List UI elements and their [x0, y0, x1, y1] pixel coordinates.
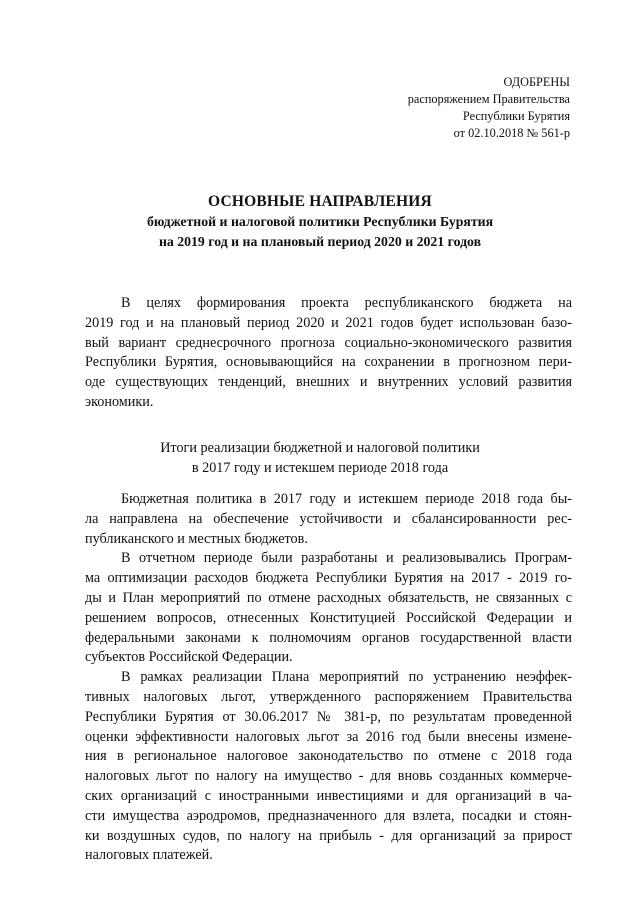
text-line: В рамках реализации Плана мероприятий по устранению неэффек- — [121, 669, 572, 686]
approval-stamp — [408, 74, 570, 142]
approval-authority: распоряжением Правительства — [407, 92, 570, 106]
text-line: оценки эффективности налоговых льгот за 2016 год были внесены измене- — [85, 728, 572, 745]
text-line: ла направлена на обеспечение устойчивости и сбалансированности рес- — [85, 510, 572, 527]
text-line: ки воздушных судов, по налогу на прибыль - для организаций за прирост — [85, 827, 572, 844]
text-line: экономики. — [85, 393, 154, 410]
text-line: тивных налоговых льгот, утвержденного распоряжением Правительства — [85, 688, 572, 705]
text-line: субъектов Российской Федерации. — [85, 649, 293, 666]
text-line: федеральными законами к полномочиям органов государственной власти — [85, 629, 572, 646]
text-line: ма оптимизации расходов бюджета Республики Бурятия на 2017 - 2019 го- — [85, 570, 572, 587]
text-line: 2019 год и на плановый период 2020 и 2021 годов будет использован базо- — [85, 314, 572, 331]
title-subtitle-1: бюджетной и налоговой политики Республики Бурятия — [146, 214, 494, 229]
title-subtitle-2: на 2019 год и на плановый период 2020 и 2021 годов — [158, 234, 482, 249]
approval-republic: Республики Бурятия — [462, 109, 570, 123]
text-line: Бюджетная политика в 2017 году и истекшем периоде 2018 года бы- — [121, 491, 572, 507]
text-line: Республики Бурятия, основывающийся на сохранении в прогнозном пери- — [85, 354, 572, 371]
intro-paragraph — [85, 294, 572, 413]
text-line: налоговых льгот по налогу на имущество - для вновь созданных коммерче- — [85, 768, 572, 785]
section-heading — [0, 438, 640, 478]
approval-date-number: от 02.10.2018 № 561-р — [453, 126, 570, 140]
section-heading-line-1: Итоги реализации бюджетной и налоговой политики — [160, 440, 480, 456]
document-title — [0, 192, 640, 252]
approval-heading: ОДОБРЕНЫ — [503, 75, 570, 89]
text-line: сти имущества аэродромов, предназначенного для взлета, посадки и стоян- — [85, 807, 572, 824]
text-line: В отчетном периоде были разработаны и реализовывались Програм- — [121, 550, 572, 567]
text-line: оде существующих тенденций, внешних и внутренних условий развития — [85, 374, 572, 391]
title-main: ОСНОВНЫЕ НАПРАВЛЕНИЯ — [208, 193, 432, 210]
body-paragraphs — [85, 490, 572, 866]
paragraph-budget-policy — [85, 490, 572, 549]
section-heading-line-2: в 2017 году и истекшем периоде 2018 года — [191, 460, 449, 476]
paragraph-optimization-program — [85, 549, 572, 668]
paragraph-tax-benefits — [85, 668, 572, 866]
text-line: публиканского и местных бюджетов. — [85, 530, 308, 547]
text-line: Республики Бурятия от 30.06.2017 № 381-р, по результатам проведенной — [85, 708, 572, 725]
text-line: ния в региональное налоговое законодательство по отмене с 2018 года — [85, 748, 572, 765]
text-line: решением вопросов, отнесенных Конституцией Российской Федерации и — [85, 609, 572, 626]
text-line: ских организаций с иностранными инвестициями и для организаций в ча- — [85, 787, 572, 804]
text-line: В целях формирования проекта республиканского бюджета на — [121, 295, 572, 311]
text-line: налоговых платежей. — [85, 847, 213, 864]
text-line: ды и План мероприятий по отмене расходных обязательств, не связанных с — [85, 589, 572, 606]
text-line: вый вариант среднесрочного прогноза социально-экономического развития — [85, 334, 572, 351]
